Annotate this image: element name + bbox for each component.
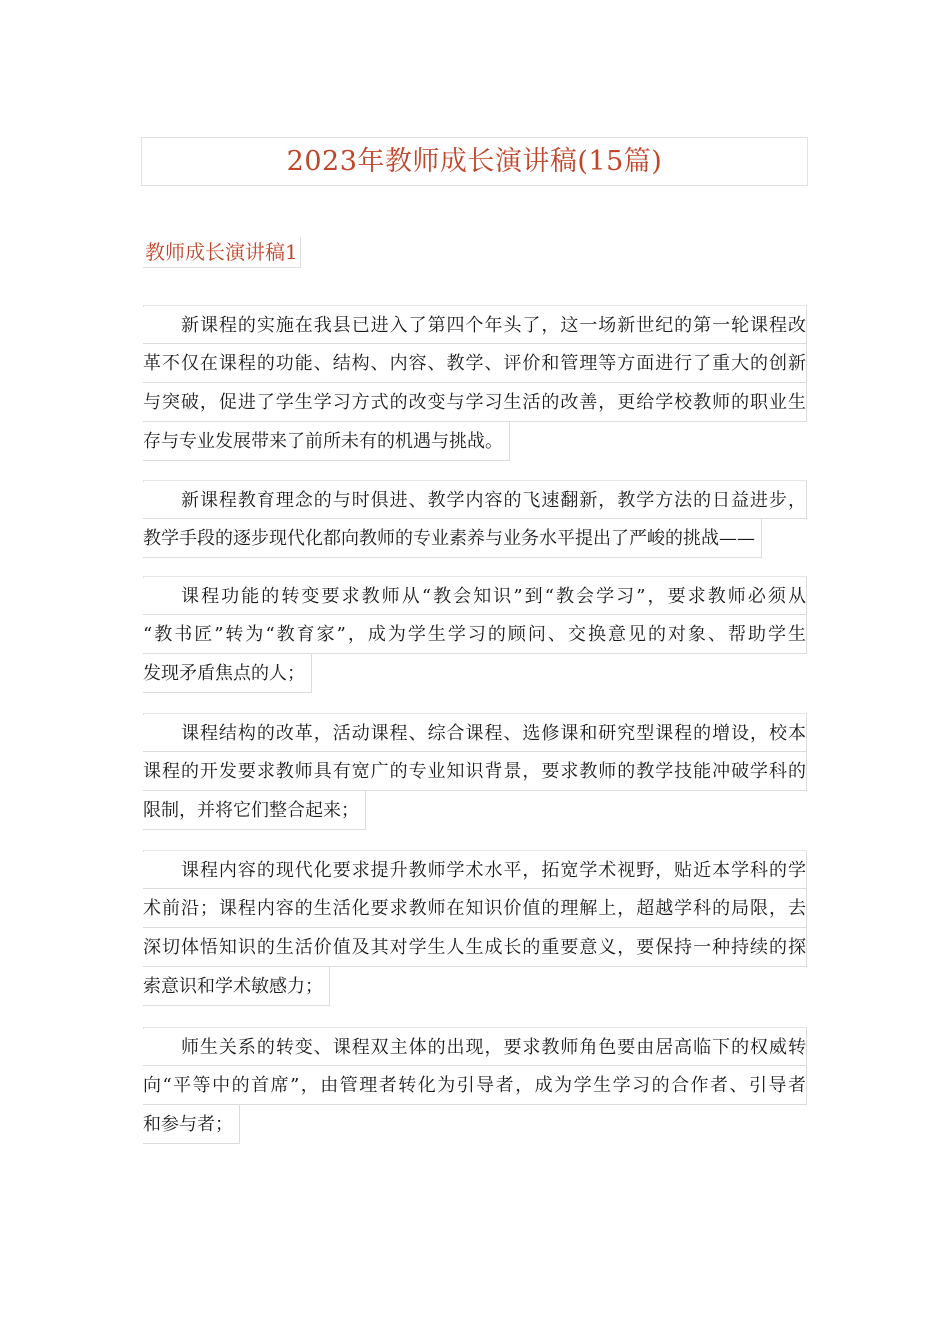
paragraph-line: 限制，并将它们整合起来； bbox=[143, 791, 366, 830]
paragraph-line: 课程的开发要求教师具有宽广的专业知识背景，要求教师的教学技能冲破学科的 bbox=[143, 752, 807, 791]
paragraph-line: 教学手段的逐步现代化都向教师的专业素养与业务水平提出了严峻的挑战—— bbox=[143, 519, 762, 558]
paragraph-line: 课程结构的改革，活动课程、综合课程、选修课和研究型课程的增设，校本 bbox=[143, 713, 807, 752]
paragraph-5 bbox=[143, 850, 807, 1010]
paragraph-line: 发现矛盾焦点的人； bbox=[143, 654, 312, 693]
paragraph-1 bbox=[143, 305, 807, 465]
paragraph-4 bbox=[143, 713, 807, 834]
paragraph-line: 术前沿；课程内容的生活化要求教师在知识价值的理解上，超越学科的局限，去 bbox=[143, 889, 807, 928]
paragraph-line: 和参与者； bbox=[143, 1105, 240, 1144]
paragraph-2 bbox=[143, 480, 807, 562]
paragraph-line: 新课程的实施在我县已进入了第四个年头了，这一场新世纪的第一轮课程改 bbox=[143, 305, 807, 344]
paragraph-line: 存与专业发展带来了前所未有的机遇与挑战。 bbox=[143, 422, 510, 461]
paragraph-line: 与突破，促进了学生学习方式的改变与学习生活的改善，更给学校教师的职业生 bbox=[143, 383, 807, 422]
paragraph-line: 师生关系的转变、课程双主体的出现，要求教师角色要由居高临下的权威转 bbox=[143, 1027, 807, 1066]
paragraph-line: 深切体悟知识的生活价值及其对学生人生成长的重要意义，要保持一种持续的探 bbox=[143, 928, 807, 967]
paragraph-line: 向“平等中的首席”，由管理者转化为引导者，成为学生学习的合作者、引导者 bbox=[143, 1066, 807, 1105]
paragraph-line: 索意识和学术敏感力； bbox=[143, 967, 330, 1006]
paragraph-line: 革不仅在课程的功能、结构、内容、教学、评价和管理等方面进行了重大的创新 bbox=[143, 344, 807, 383]
paragraph-line: 课程功能的转变要求教师从“教会知识”到“教会学习”，要求教师必须从 bbox=[143, 576, 807, 615]
paragraph-line: 新课程教育理念的与时俱进、教学内容的飞速翻新，教学方法的日益进步， bbox=[143, 480, 807, 519]
document-title: 2023年教师成长演讲稿(15篇) bbox=[141, 137, 808, 186]
paragraph-line: “教书匠”转为“教育家”，成为学生学习的顾问、交换意见的对象、帮助学生 bbox=[143, 615, 807, 654]
paragraph-line: 课程内容的现代化要求提升教师学术水平，拓宽学术视野，贴近本学科的学 bbox=[143, 850, 807, 889]
section-heading: 教师成长演讲稿1 bbox=[143, 237, 301, 268]
paragraph-3 bbox=[143, 576, 807, 697]
paragraph-6 bbox=[143, 1027, 807, 1148]
